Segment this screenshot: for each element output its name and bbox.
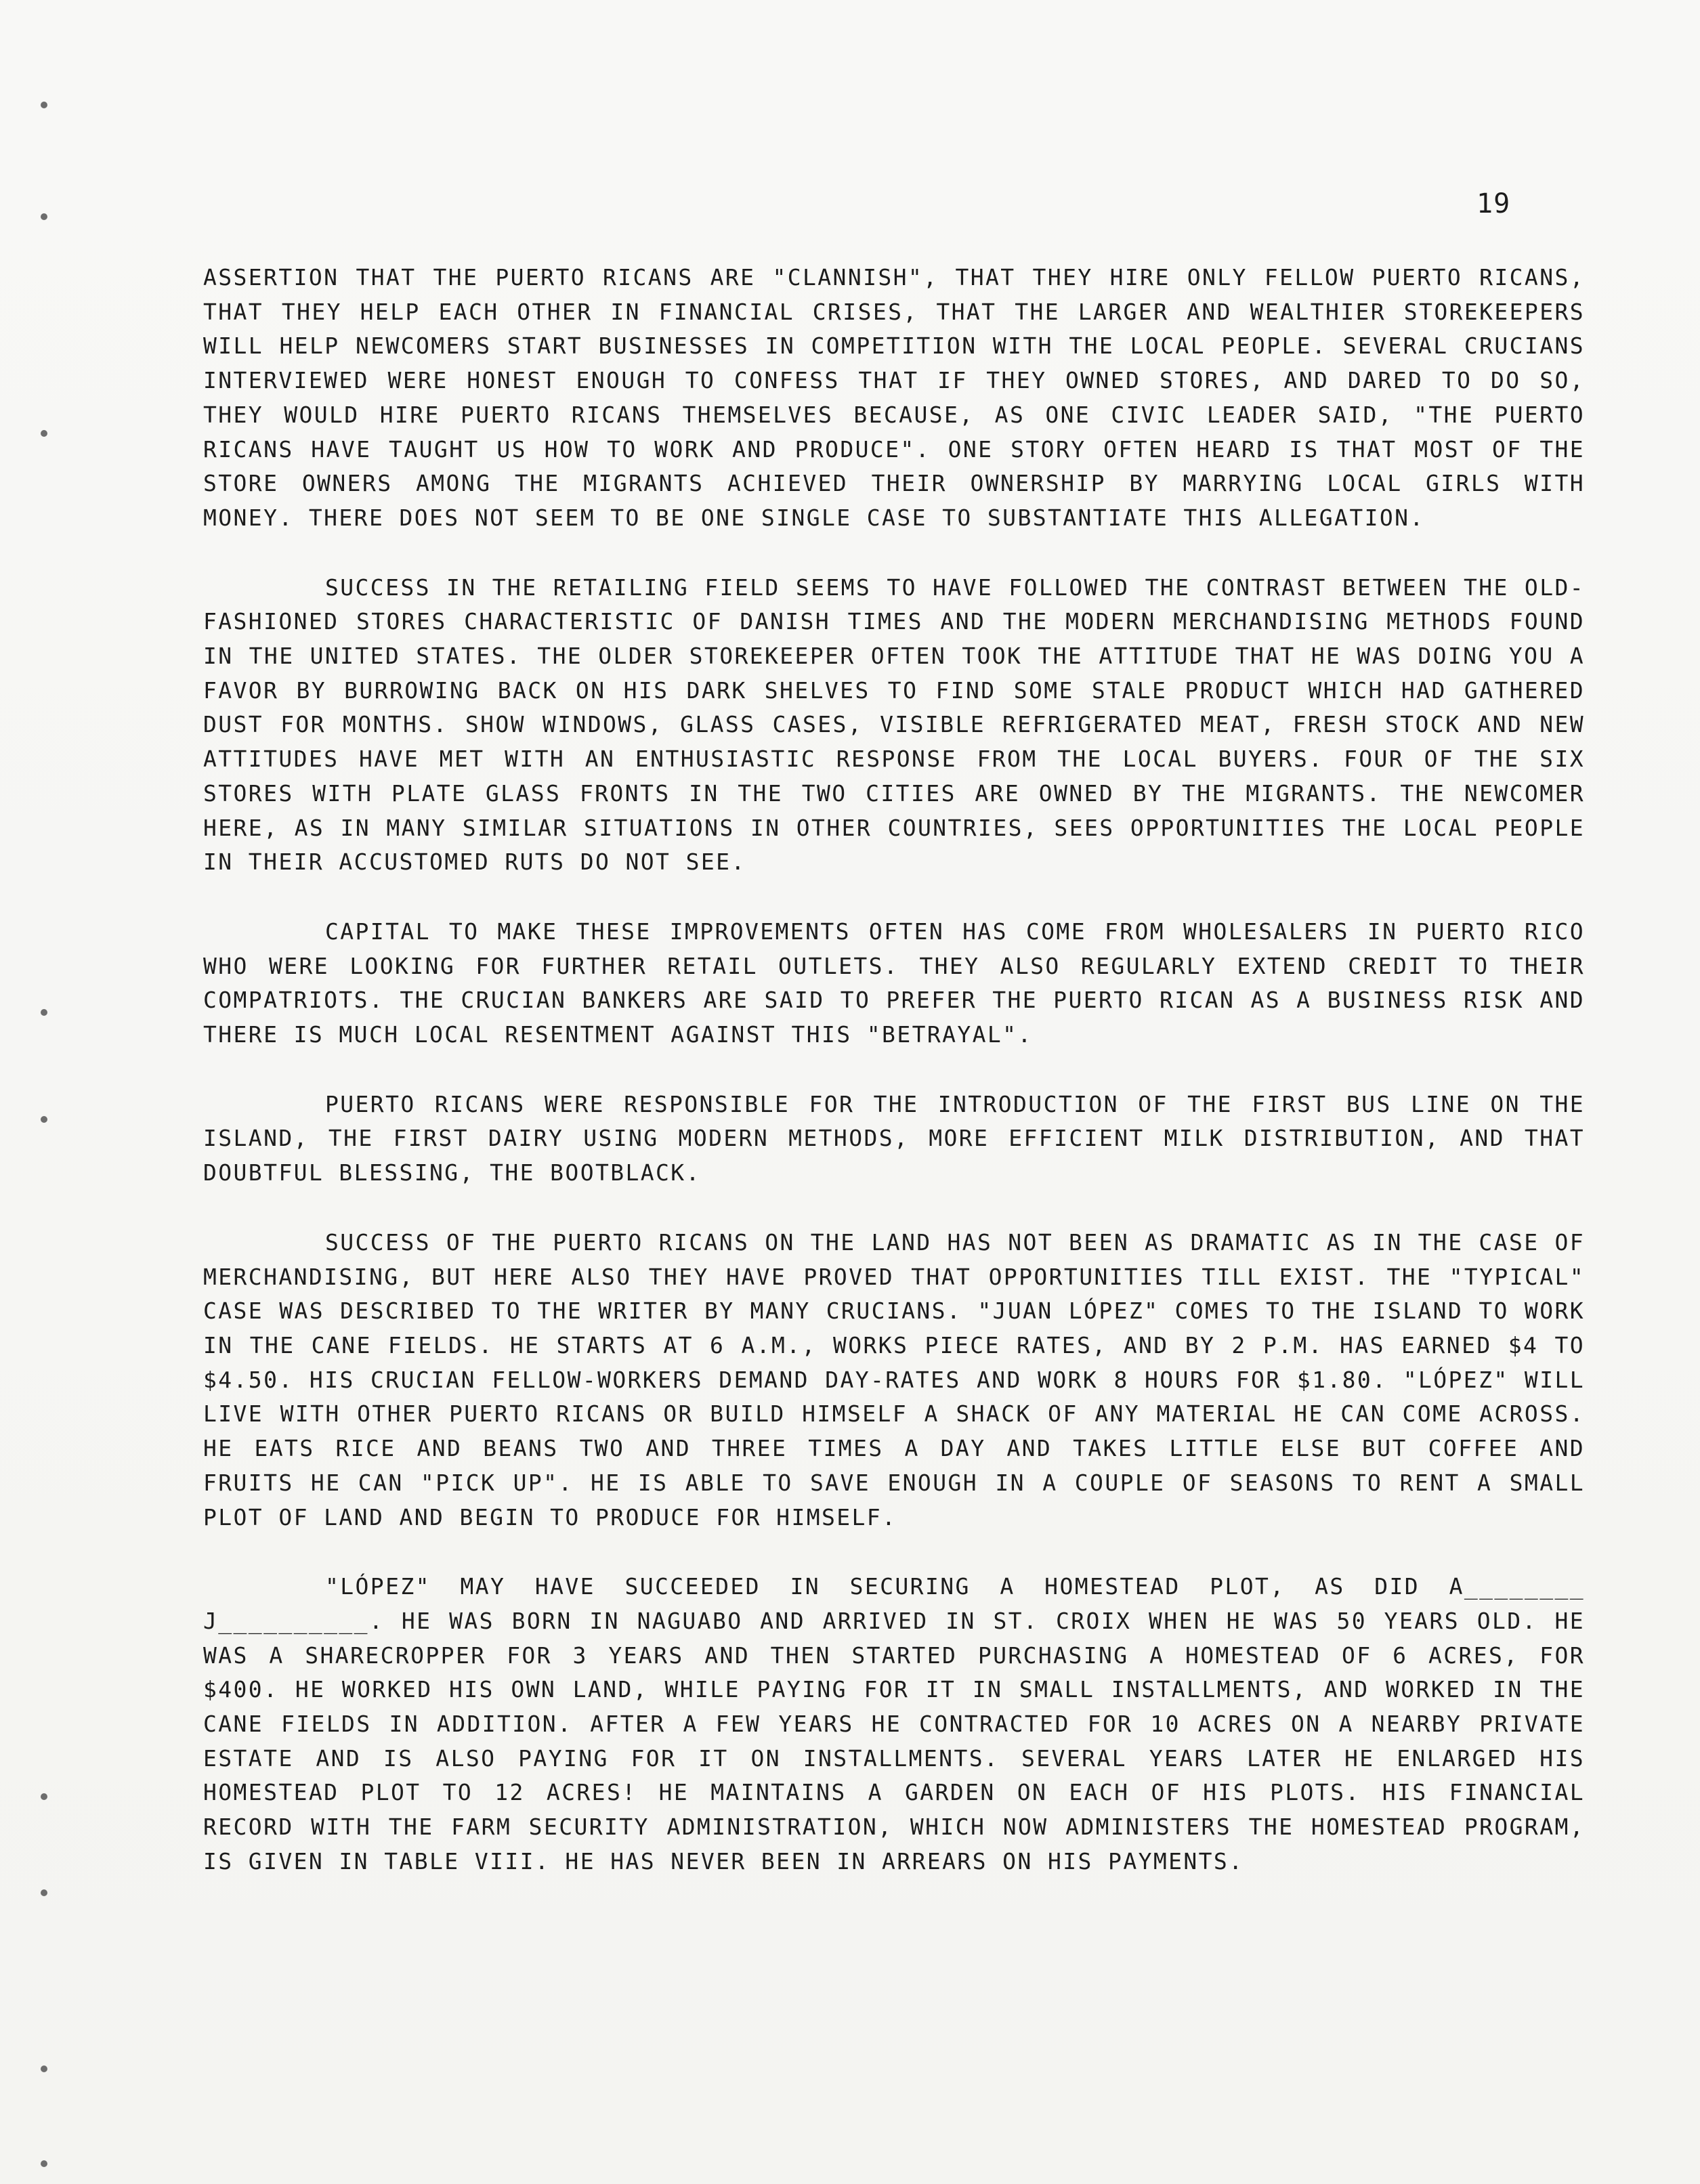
binder-hole bbox=[41, 1116, 47, 1123]
paragraph: "LÓPEZ" MAY HAVE SUCCEEDED IN SECURING A HOMESTEAD PLOT, AS DID A________ J__________. HE WAS BORN IN NAGUABO AND ARRIVED IN ST. CROIX WHEN HE WAS 50 YEARS OLD. HE WAS A SHARECROPPER FOR 3 YEARS AND THEN STARTED PURCHASING A HOMESTEAD OF 6 ACRES, FOR $400. HE WORKED HIS OWN LAND, WHILE PAYING FOR IT IN SMALL INSTALLMENTS, AND WORKED IN THE CANE FIELDS IN ADDITION. AFTER A FEW YEARS HE CONTRACTED FOR 10 ACRES ON A NEARBY PRIVATE ESTATE AND IS ALSO PAYING FOR IT ON INSTALLMENTS. SEVERAL YEARS LATER HE ENLARGED HIS HOMESTEAD PLOT TO 12 ACRES! HE MAINTAINS A GARDEN ON EACH OF HIS PLOTS. HIS FINANCIAL RECORD WITH THE FARM SECURITY ADMINISTRATION, WHICH NOW ADMINISTERS THE HOMESTEAD PROGRAM, IS GIVEN IN TABLE VIII. HE HAS NEVER BEEN IN ARREARS ON HIS PAYMENTS. bbox=[203, 1573, 1585, 1875]
paragraph: PUERTO RICANS WERE RESPONSIBLE FOR THE INTRODUCTION OF THE FIRST BUS LINE ON THE ISLAND, THE FIRST DAIRY USING MODERN METHODS, MORE EFFICIENT MILK DISTRIBUTION, AND THAT DOUBTFUL BLESSING, THE BOOTBLACK. bbox=[203, 1090, 1585, 1186]
binder-hole bbox=[41, 430, 47, 437]
binder-hole bbox=[41, 2065, 47, 2072]
text-body bbox=[203, 261, 1585, 1879]
paragraph: SUCCESS IN THE RETAILING FIELD SEEMS TO HAVE FOLLOWED THE CONTRAST BETWEEN THE OLD-FASHIONED STORES CHARACTERISTIC OF DANISH TIMES AND THE MODERN MERCHANDISING METHODS FOUND IN THE UNITED STATES. THE OLDER STOREKEEPER OFTEN TOOK THE ATTITUDE THAT HE WAS DOING YOU A FAVOR BY BURROWING BACK ON HIS DARK SHELVES TO FIND SOME STALE PRODUCT WHICH HAD GATHERED DUST FOR MONTHS. SHOW WINDOWS, GLASS CASES, VISIBLE REFRIGERATED MEAT, FRESH STOCK AND NEW ATTITUDES HAVE MET WITH AN ENTHUSIASTIC RESPONSE FROM THE LOCAL BUYERS. FOUR OF THE SIX STORES WITH PLATE GLASS FRONTS IN THE TWO CITIES ARE OWNED BY THE MIGRANTS. THE NEWCOMER HERE, AS IN MANY SIMILAR SITUATIONS IN OTHER COUNTRIES, SEES OPPORTUNITIES THE LOCAL PEOPLE IN THEIR ACCUSTOMED RUTS DO NOT SEE. bbox=[203, 574, 1585, 876]
binder-hole bbox=[41, 2160, 47, 2167]
binder-hole bbox=[41, 1793, 47, 1800]
paragraph: SUCCESS OF THE PUERTO RICANS ON THE LAND HAS NOT BEEN AS DRAMATIC AS IN THE CASE OF MERCHANDISING, BUT HERE ALSO THEY HAVE PROVED THAT OPPORTUNITIES TILL EXIST. THE "TYPICAL" CASE WAS DESCRIBED TO THE WRITER BY MANY CRUCIANS. "JUAN LÓPEZ" COMES TO THE ISLAND TO WORK IN THE CANE FIELDS. HE STARTS AT 6 A.M., WORKS PIECE RATES, AND BY 2 P.M. HAS EARNED $4 TO $4.50. HIS CRUCIAN FELLOW-WORKERS DEMAND DAY-RATES AND WORK 8 HOURS FOR $1.80. "LÓPEZ" WILL LIVE WITH OTHER PUERTO RICANS OR BUILD HIMSELF A SHACK OF ANY MATERIAL HE CAN COME ACROSS. HE EATS RICE AND BEANS TWO AND THREE TIMES A DAY AND TAKES LITTLE ELSE BUT COFFEE AND FRUITS HE CAN "PICK UP". HE IS ABLE TO SAVE ENOUGH IN A COUPLE OF SEASONS TO RENT A SMALL PLOT OF LAND AND BEGIN TO PRODUCE FOR HIMSELF. bbox=[203, 1228, 1585, 1530]
paragraph: CAPITAL TO MAKE THESE IMPROVEMENTS OFTEN HAS COME FROM WHOLESALERS IN PUERTO RICO WHO WERE LOOKING FOR FURTHER RETAIL OUTLETS. THEY ALSO REGULARLY EXTEND CREDIT TO THEIR COMPATRIOTS. THE CRUCIAN BANKERS ARE SAID TO PREFER THE PUERTO RICAN AS A BUSINESS RISK AND THERE IS MUCH LOCAL RESENTMENT AGAINST THIS "BETRAYAL". bbox=[203, 918, 1585, 1048]
binder-hole bbox=[41, 213, 47, 220]
binder-hole bbox=[41, 102, 47, 108]
paragraph: ASSERTION THAT THE PUERTO RICANS ARE "CLANNISH", THAT THEY HIRE ONLY FELLOW PUERTO RICANS, THAT THEY HELP EACH OTHER IN FINANCIAL CRISES, THAT THE LARGER AND WEALTHIER STOREKEEPERS WILL HELP NEWCOMERS START BUSINESSES IN COMPETITION WITH THE LOCAL PEOPLE. SEVERAL CRUCIANS INTERVIEWED WERE HONEST ENOUGH TO CONFESS THAT IF THEY OWNED STORES, AND DARED TO DO SO, THEY WOULD HIRE PUERTO RICANS THEMSELVES BECAUSE, AS ONE CIVIC LEADER SAID, "THE PUERTO RICANS HAVE TAUGHT US HOW TO WORK AND PRODUCE". ONE STORY OFTEN HEARD IS THAT MOST OF THE STORE OWNERS AMONG THE MIGRANTS ACHIEVED THEIR OWNERSHIP BY MARRYING LOCAL GIRLS WITH MONEY. THERE DOES NOT SEEM TO BE ONE SINGLE CASE TO SUBSTANTIATE THIS ALLEGATION. bbox=[203, 264, 1585, 531]
binder-hole bbox=[41, 1009, 47, 1016]
page-number: 19 bbox=[1476, 188, 1511, 219]
binder-hole bbox=[41, 1889, 47, 1896]
